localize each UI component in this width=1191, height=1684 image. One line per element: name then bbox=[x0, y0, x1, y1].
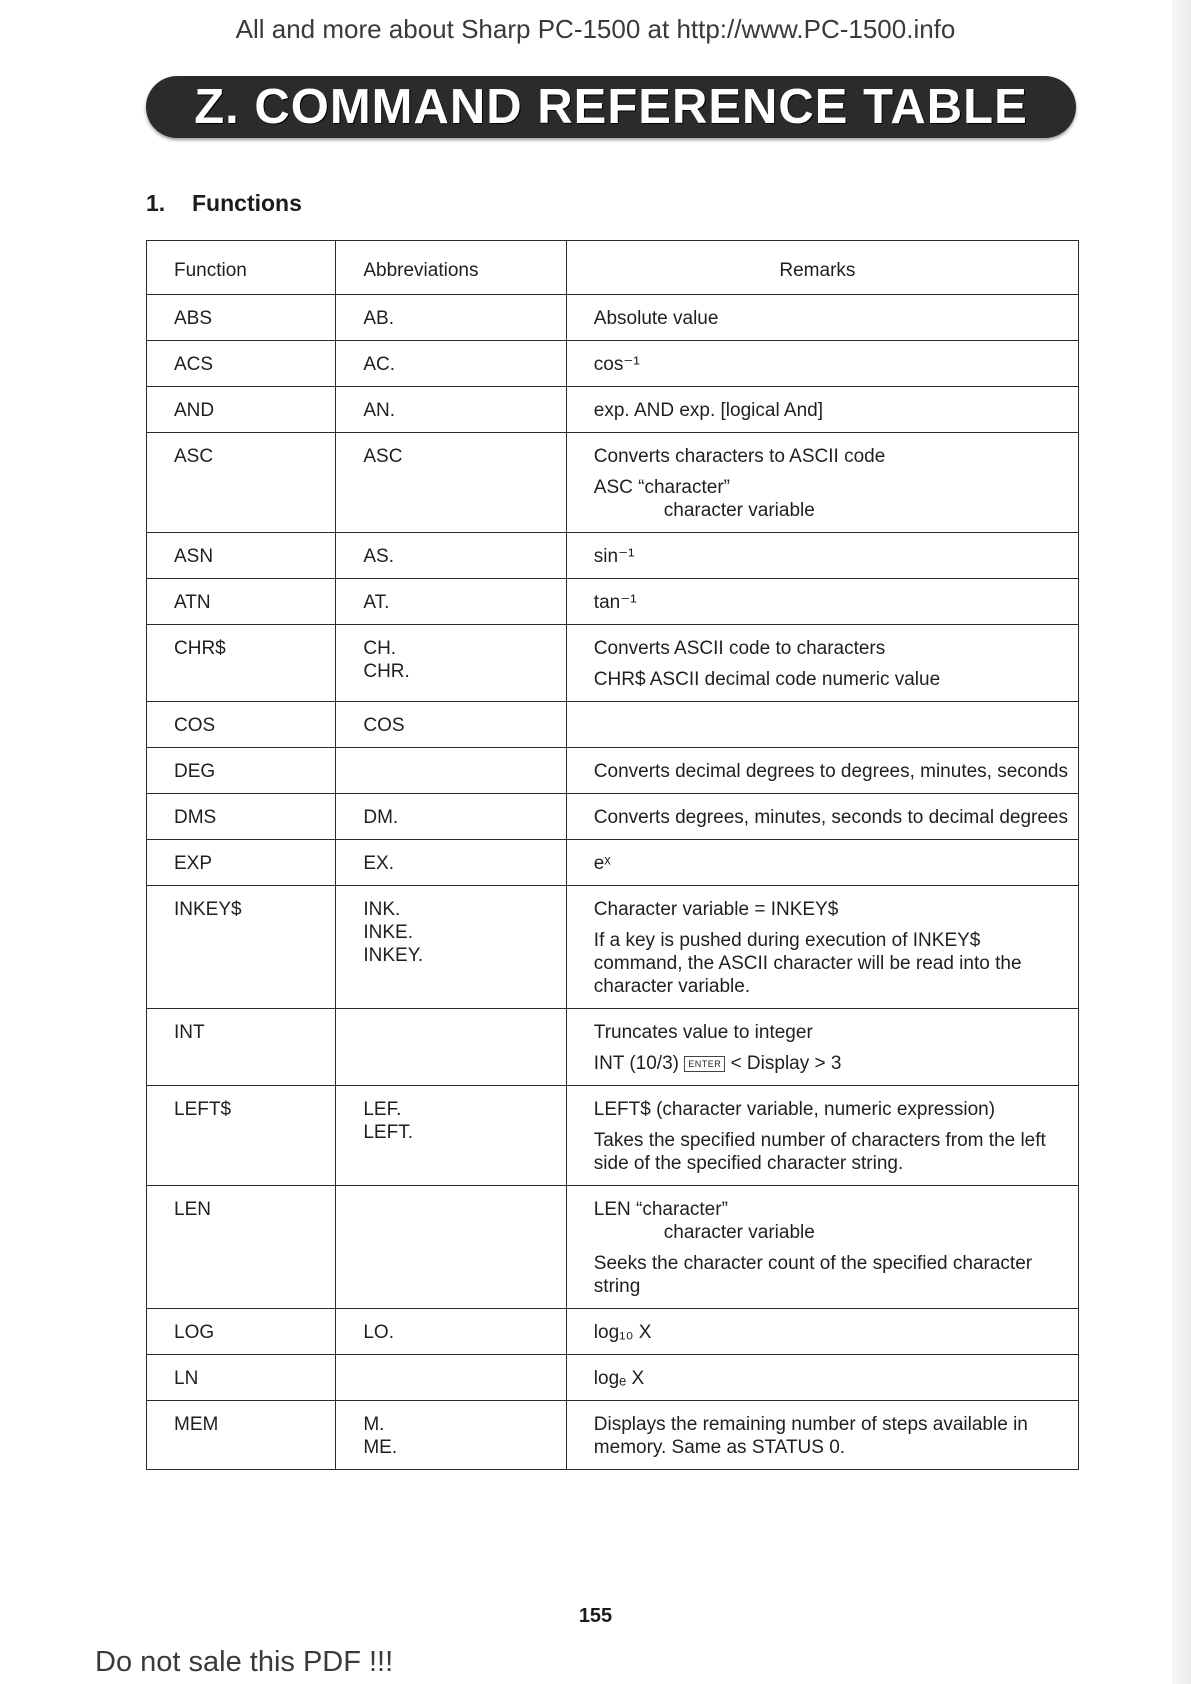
abbreviation-cell bbox=[336, 794, 566, 840]
column-header-abbreviations: Abbreviations bbox=[336, 241, 566, 295]
table-row bbox=[147, 794, 1079, 840]
table-row bbox=[147, 1401, 1079, 1470]
remark-line: character variable. bbox=[593, 976, 751, 997]
footer-note: Do not sale this PDF !!! bbox=[95, 1646, 394, 1678]
function-cell: ATN bbox=[147, 579, 336, 625]
function-cell: DEG bbox=[147, 748, 336, 794]
function-cell: CHR$ bbox=[147, 625, 336, 702]
function-cell: DMS bbox=[147, 794, 336, 840]
remark-line: Seeks the character count of the specified character bbox=[593, 1253, 1033, 1274]
header-url-line: All and more about Sharp PC-1500 at http://www.PC-1500.info bbox=[235, 14, 956, 44]
remark-cell bbox=[566, 1086, 1078, 1186]
remark-cell bbox=[566, 579, 1078, 625]
abbreviation-cell bbox=[336, 625, 566, 702]
remark-line: If a key is pushed during execution of INKEY$ bbox=[593, 930, 981, 951]
remark-cell bbox=[566, 1401, 1078, 1470]
function-cell: INT bbox=[147, 1009, 336, 1086]
remark-cell bbox=[566, 625, 1078, 702]
function-cell: ACS bbox=[147, 341, 336, 387]
abbreviation: M. bbox=[363, 1414, 385, 1435]
section-title: Functions bbox=[192, 190, 302, 216]
abbreviation: ASC bbox=[363, 446, 403, 467]
table-row bbox=[147, 387, 1079, 433]
remark-line: character variable bbox=[663, 500, 815, 521]
remark-cell bbox=[566, 1186, 1078, 1309]
abbreviation: AN. bbox=[363, 400, 396, 421]
remark-line: exp. AND exp. [logical And] bbox=[593, 400, 823, 421]
abbreviation-cell bbox=[336, 1186, 566, 1309]
abbreviation-cell bbox=[336, 702, 566, 748]
page-number: 155 bbox=[578, 1605, 613, 1627]
abbreviation: INKEY. bbox=[363, 945, 424, 966]
remark-line: Displays the remaining number of steps available in bbox=[593, 1414, 1028, 1435]
function-cell: COS bbox=[147, 702, 336, 748]
table-header-row bbox=[147, 241, 1079, 295]
abbreviation: CHR. bbox=[363, 661, 410, 682]
remark-line: side of the specified character string. bbox=[593, 1153, 904, 1174]
remark-line: Converts ASCII code to characters bbox=[593, 638, 886, 659]
function-cell: LOG bbox=[147, 1309, 336, 1355]
remark-line: Character variable = INKEY$ bbox=[593, 899, 839, 920]
remark-cell bbox=[566, 1309, 1078, 1355]
abbreviation-cell bbox=[336, 433, 566, 533]
function-cell: LEFT$ bbox=[147, 1086, 336, 1186]
abbreviation-cell bbox=[336, 1355, 566, 1401]
page-title: Z. COMMAND REFERENCE TABLE bbox=[194, 80, 1028, 134]
remark-line: Converts decimal degrees to degrees, minutes, seconds bbox=[593, 761, 1068, 782]
column-header-remarks: Remarks bbox=[566, 241, 1078, 295]
abbreviation-cell bbox=[336, 387, 566, 433]
table-row bbox=[147, 1009, 1079, 1086]
table-row bbox=[147, 748, 1079, 794]
abbreviation: CH. bbox=[363, 638, 397, 659]
abbreviation: LEF. bbox=[363, 1099, 402, 1120]
table-row bbox=[147, 579, 1079, 625]
function-cell: LEN bbox=[147, 1186, 336, 1309]
table-row bbox=[147, 533, 1079, 579]
remark-line: Truncates value to integer bbox=[593, 1022, 813, 1043]
remark-cell bbox=[566, 794, 1078, 840]
remark-cell bbox=[566, 533, 1078, 579]
remark-cell bbox=[566, 295, 1078, 341]
function-cell: ABS bbox=[147, 295, 336, 341]
remark-cell bbox=[566, 702, 1078, 748]
remark-line: Converts characters to ASCII code bbox=[593, 446, 886, 467]
column-header-function: Function bbox=[147, 241, 336, 295]
table-row bbox=[147, 433, 1079, 533]
functions-table bbox=[146, 240, 1079, 1470]
table-row bbox=[147, 702, 1079, 748]
table-row bbox=[147, 1355, 1079, 1401]
remark-line: Takes the specified number of characters from the left bbox=[593, 1130, 1046, 1151]
function-cell: AND bbox=[147, 387, 336, 433]
table-row bbox=[147, 295, 1079, 341]
abbreviation: LO. bbox=[363, 1322, 394, 1343]
remark-cell bbox=[566, 387, 1078, 433]
remark-cell bbox=[566, 748, 1078, 794]
abbreviation-cell bbox=[336, 341, 566, 387]
remark-cell bbox=[566, 1355, 1078, 1401]
abbreviation: AS. bbox=[363, 546, 394, 567]
table-row bbox=[147, 840, 1079, 886]
function-cell: ASN bbox=[147, 533, 336, 579]
remark-line: eˣ bbox=[593, 853, 611, 874]
remark-cell bbox=[566, 1009, 1078, 1086]
abbreviation: AB. bbox=[363, 308, 394, 329]
abbreviation-cell bbox=[336, 748, 566, 794]
remark-cell bbox=[566, 886, 1078, 1009]
remark-line: Absolute value bbox=[593, 308, 719, 329]
abbreviation-cell bbox=[336, 1309, 566, 1355]
remark-cell bbox=[566, 341, 1078, 387]
title-banner bbox=[146, 76, 1076, 138]
abbreviation: COS bbox=[363, 715, 405, 736]
remark-line: command, the ASCII character will be read into the bbox=[593, 953, 1022, 974]
remark-cell bbox=[566, 433, 1078, 533]
remark-line: LEFT$ (character variable, numeric expression) bbox=[593, 1099, 996, 1120]
abbreviation-cell bbox=[336, 533, 566, 579]
table-row bbox=[147, 1086, 1079, 1186]
abbreviation-cell bbox=[336, 1009, 566, 1086]
remark-line: ASC “character” bbox=[593, 477, 730, 498]
remark-line: sin⁻¹ bbox=[593, 546, 635, 567]
int-example-display: < Display > 3 bbox=[730, 1053, 842, 1074]
abbreviation-cell bbox=[336, 840, 566, 886]
table-row bbox=[147, 886, 1079, 1009]
remark-line: cos⁻¹ bbox=[593, 354, 640, 375]
abbreviation: AC. bbox=[363, 354, 396, 375]
abbreviation-cell bbox=[336, 1086, 566, 1186]
abbreviation: DM. bbox=[363, 807, 399, 828]
function-cell: LN bbox=[147, 1355, 336, 1401]
abbreviation-cell bbox=[336, 1401, 566, 1470]
function-cell: INKEY$ bbox=[147, 886, 336, 1009]
remark-line: log₁₀ X bbox=[593, 1322, 652, 1343]
abbreviation: INKE. bbox=[363, 922, 413, 943]
abbreviation: ME. bbox=[363, 1437, 398, 1458]
remark-cell bbox=[566, 840, 1078, 886]
remark-line: tan⁻¹ bbox=[593, 592, 637, 613]
remark-line: CHR$ ASCII decimal code numeric value bbox=[593, 669, 941, 690]
table-row bbox=[147, 625, 1079, 702]
section-heading bbox=[146, 190, 302, 217]
abbreviation: EX. bbox=[363, 853, 394, 874]
abbreviation: AT. bbox=[363, 592, 390, 613]
remark-line: memory. Same as STATUS 0. bbox=[593, 1437, 846, 1458]
abbreviation-cell bbox=[336, 295, 566, 341]
abbreviation-cell bbox=[336, 886, 566, 1009]
abbreviation: LEFT. bbox=[363, 1122, 413, 1143]
abbreviation: INK. bbox=[363, 899, 401, 920]
page-edge bbox=[1172, 0, 1191, 1684]
remark-line: LEN “character” bbox=[593, 1199, 728, 1220]
table-row bbox=[147, 1186, 1079, 1309]
enter-key-icon: ENTER bbox=[684, 1056, 725, 1072]
section-number: 1. bbox=[146, 190, 166, 216]
table-row bbox=[147, 1309, 1079, 1355]
remark-line: character variable bbox=[663, 1222, 815, 1243]
int-example-expression: INT (10/3) bbox=[593, 1053, 679, 1074]
function-cell: ASC bbox=[147, 433, 336, 533]
function-cell: EXP bbox=[147, 840, 336, 886]
remark-line: logₑ X bbox=[593, 1368, 645, 1389]
function-cell: MEM bbox=[147, 1401, 336, 1470]
table-row bbox=[147, 341, 1079, 387]
int-example-line bbox=[594, 1052, 1068, 1075]
remark-line: string bbox=[593, 1276, 641, 1297]
remark-line: Converts degrees, minutes, seconds to decimal degrees bbox=[593, 807, 1068, 828]
abbreviation-cell bbox=[336, 579, 566, 625]
